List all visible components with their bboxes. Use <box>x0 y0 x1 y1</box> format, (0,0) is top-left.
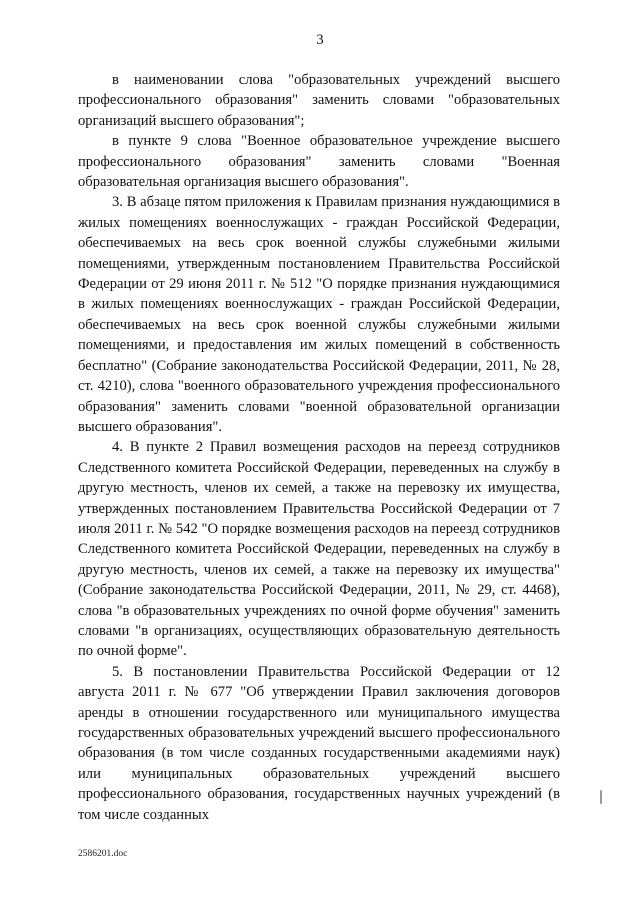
paragraph-naming-replacement: в наименовании слова "образовательных учреждений высшего профессионального образования" заменить словами "образовательных организаций высшего образования"; <box>78 72 560 129</box>
scan-margin-mark <box>600 790 602 804</box>
footer-file-code: 2586201.doc <box>78 849 128 859</box>
paragraph-item-5: 5. В постановлении Правительства Российской Федерации от 12 августа 2011 г. № 677 "Об утверждении Правил заключения договоров аренды в отношении государственного или муниципального имущества государственных образовательных учреждений высшего профессионального образования (в том числе созданных государственными академиями наук) или муниципальных образовательных учреждений высшего профессионального образования, государственных научных учреждений (в том числе созданных <box>78 663 560 823</box>
paragraph-item-3: 3. В абзаце пятом приложения к Правилам признания нуждающимися в жилых помещениях военнослужащих - граждан Российской Федерации, обеспечиваемых на весь срок военной службы служебными жилыми помещениями, утвержденным постановлением Правительства Российской Федерации от 29 июня 2011 г. № 512 "О порядке признания нуждающимися в жилых помещениях военнослужащих - граждан Российской Федерации, обеспечиваемых на весь срок военной службы служебными жилыми помещениями, и предоставления им жилых помещений в собственность бесплатно" (Собрание законодательства Российской Федерации, 2011, № 28, ст. 4210), слова "военного образовательного учреждения профессионального образования" заменить словами "военной образовательной организации высшего образования". <box>78 194 560 435</box>
paragraph-point-9: в пункте 9 слова "Военное образовательное учреждение высшего профессионального образования" заменить словами "Военная образовательная организация высшего образования". <box>78 133 560 191</box>
page-number: 3 <box>316 32 324 48</box>
document-body <box>78 70 560 825</box>
paragraph-item-4: 4. В пункте 2 Правил возмещения расходов на переезд сотрудников Следственного комитета Российской Федерации, переведенных на службу в другую местность, членов их семей, а также на перевозку их имущества, утвержденных постановлением Правительства Российской Федерации от 7 июля 2011 г. № 542 "О порядке возмещения расходов на переезд сотрудников Следственного комитета Российской Федерации, переведенных на службу в другую местность, членов их семей, а также на перевозку их имущества" (Собрание законодательства Российской Федерации, 2011, № 29, ст. 4468), слова "в образовательных учреждениях по очной форме обучения" заменить словами "в организациях, осуществляющих образовательную деятельность по очной форме". <box>78 439 560 660</box>
